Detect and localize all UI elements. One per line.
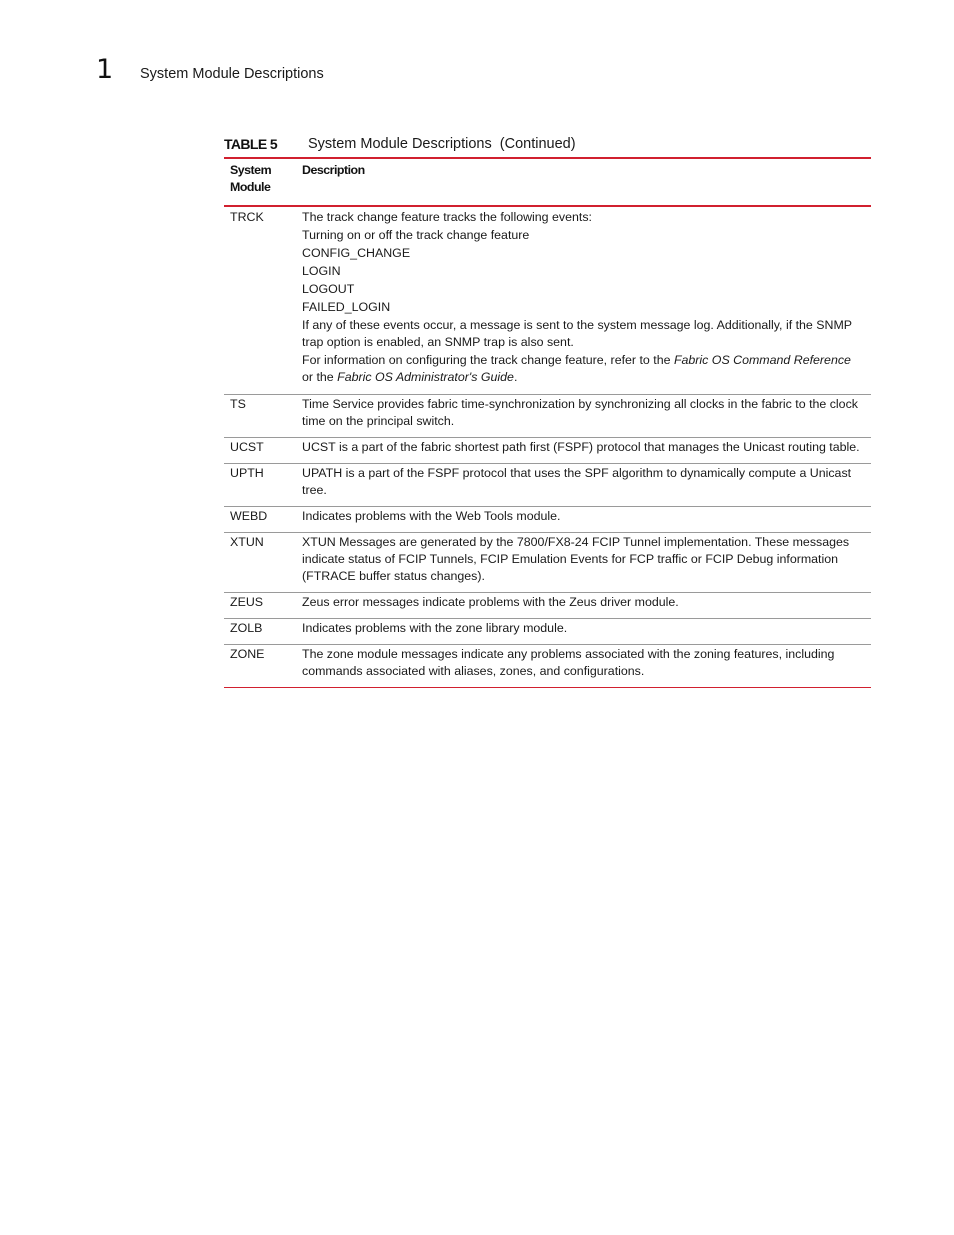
column-header-label: System Module <box>230 163 272 194</box>
description-cell <box>296 206 871 395</box>
system-module-table <box>224 159 871 688</box>
description-note: If any of these events occur, a message is sent to the system message log. Additionally, if the SNMP trap option is enabled, an SNMP trap is also sent. <box>302 318 852 349</box>
table-row <box>224 619 871 645</box>
reference-suffix: . <box>513 370 518 384</box>
description-cell: UCST is a part of the fabric shortest path first (FSPF) protocol that manages the Unicast routing table. <box>296 438 871 464</box>
table-row <box>224 438 871 464</box>
chapter-number: 1 <box>96 54 114 85</box>
running-header-title: System Module Descriptions <box>140 66 324 82</box>
description-cell: Indicates problems with the zone library module. <box>296 619 871 645</box>
reference-prefix: For information on configuring the track change feature, refer to the <box>302 353 674 367</box>
module-cell: UCST <box>224 438 296 464</box>
event-item: LOGIN <box>302 264 341 278</box>
table-row <box>224 507 871 533</box>
table-header <box>224 159 871 206</box>
table-row <box>224 533 871 593</box>
table-row <box>224 464 871 507</box>
table-row <box>224 206 871 395</box>
description-cell: Time Service provides fabric time-synchronization by synchronizing all clocks in the fabric to the clock time on the principal switch. <box>296 395 871 438</box>
module-cell: ZEUS <box>224 593 296 619</box>
description-reference <box>302 352 865 386</box>
table-label: TABLE 5 <box>224 136 278 152</box>
event-item: Turning on or off the track change feature <box>302 228 530 242</box>
description-cell: XTUN Messages are generated by the 7800/FX8-24 FCIP Tunnel implementation. These messages indicate status of FCIP Tunnels, FCIP Emulation Events for FCP traffic or FCIP Debug information (FTRACE buffer status changes). <box>296 533 871 593</box>
reference-document: Fabric OS Administrator's Guide <box>337 370 514 384</box>
table-title: System Module Descriptions (Continued) <box>308 136 576 152</box>
module-cell: TRCK <box>224 206 296 395</box>
reference-middle: or the <box>302 370 338 384</box>
event-item: LOGOUT <box>302 282 355 296</box>
table-row <box>224 593 871 619</box>
description-cell: The zone module messages indicate any problems associated with the zoning features, including commands associated with aliases, zones, and configurations. <box>296 645 871 688</box>
module-cell: WEBD <box>224 507 296 533</box>
table-row <box>224 395 871 438</box>
column-header-label: Description <box>302 163 365 177</box>
event-item: CONFIG_CHANGE <box>302 246 411 260</box>
column-header-description <box>296 159 871 206</box>
description-cell: Zeus error messages indicate problems with the Zeus driver module. <box>296 593 871 619</box>
reference-document: Fabric OS Command Reference <box>673 353 851 367</box>
system-module-table-block <box>224 134 871 688</box>
table-row <box>224 645 871 688</box>
module-cell: ZOLB <box>224 619 296 645</box>
table-header-row <box>224 159 871 206</box>
module-cell: ZONE <box>224 645 296 688</box>
module-cell: XTUN <box>224 533 296 593</box>
description-cell: Indicates problems with the Web Tools module. <box>296 507 871 533</box>
column-header-system-module <box>224 159 296 206</box>
table-body <box>224 206 871 688</box>
module-cell: UPTH <box>224 464 296 507</box>
description-intro: The track change feature tracks the following events: <box>302 210 592 224</box>
event-item: FAILED_LOGIN <box>302 300 391 314</box>
module-cell: TS <box>224 395 296 438</box>
table-caption <box>224 134 871 159</box>
description-cell: UPATH is a part of the FSPF protocol that uses the SPF algorithm to dynamically compute a Unicast tree. <box>296 464 871 507</box>
